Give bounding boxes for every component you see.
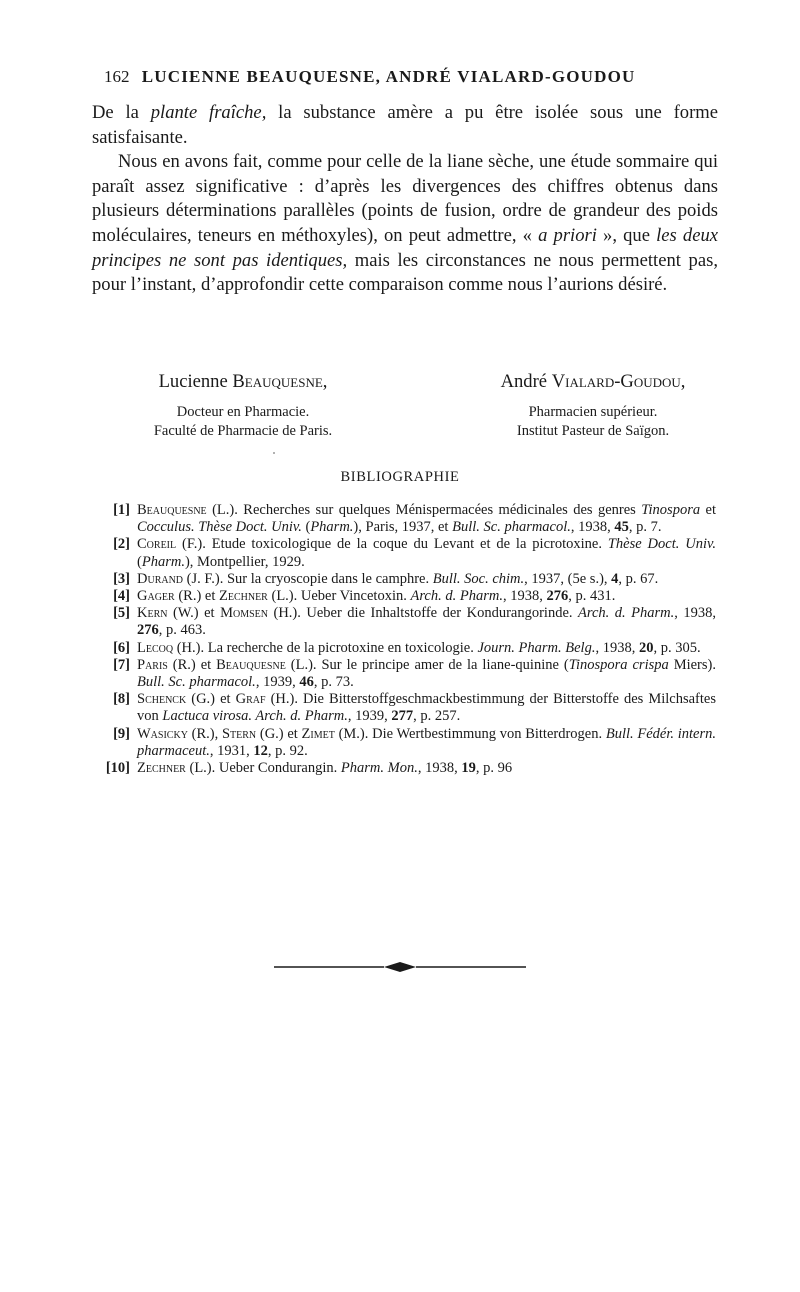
text: , p. 73. [313,674,354,691]
text: (H.). Die Bitterstoffgeschmackbestimmung der Bitterstoffe des Milchsaftes von [137,691,716,725]
text: ), Paris, 1937, et [353,519,453,536]
text: , 1939, [255,674,300,691]
volume: 12 [253,742,268,759]
author: Kern [137,605,168,622]
text: , p. 67. [618,570,659,587]
text: (G.) et [186,691,236,708]
text: , p. 7. [628,519,662,536]
text: , 1938, [674,605,716,622]
text: , 1931, [209,742,254,759]
reference-item [100,691,716,725]
author: Graf [235,691,266,708]
text: Miers). [668,656,716,673]
reference-item [100,657,716,691]
reference-list [100,502,716,777]
text: la substance amère a pu être isolée sous une forme satisfaisante. [92,102,718,148]
italic-text: Pharm. [310,519,354,536]
author: Lecoq [137,639,174,656]
text: Nous en avons fait, comme pour celle de la liane sèche, une étude sommaire qui paraît assez significative : d’après les divergences des chiffres obtenus dans plusieurs déterminations parallèles (points de fusion, ordre de grandeur des poids moléculaires, teneurs en méthoxyles), on peut admettre, « [92,151,718,246]
text: , p. 92. [267,742,308,759]
author: Schenck [137,691,187,708]
journal-title: Bull. Sc. pharmacol. [452,519,571,536]
reference-number: [1] [113,502,130,518]
volume: 4 [611,570,619,587]
author: Zechner [219,588,268,605]
text: (J. F.). Sur la cryoscopie dans le camphre. [183,570,433,587]
reference-number: [7] [113,656,130,673]
text: , 1938, [417,760,462,777]
author-name [108,370,378,394]
text: (L.). Sur le principe amer de la liane-quinine ( [285,656,569,673]
author: Zimet [301,725,335,742]
text: , p. 257. [413,708,461,725]
journal-title: Arch. d. Pharm. [410,588,503,605]
running-title: LUCIENNE BEAUQUESNE, ANDRÉ VIALARD-GOUDOU [141,67,636,86]
text: , p. 463. [158,622,206,639]
author: Gager [137,588,175,605]
author: Coreil [137,536,177,553]
author: Stern [221,725,257,742]
journal-title: Bull. Soc. chim. [432,570,525,587]
bibliography-title: BIBLIOGRAPHIE [340,469,460,485]
text: (R.) et [174,588,219,605]
paragraph [92,150,718,298]
text: , 1938, [570,519,615,536]
print-speck [273,452,275,454]
author-institution: Faculté de Pharmacie de Paris. [153,423,333,439]
author: Momsen [220,605,268,622]
text: (M.). Die Wertbestimmung von Bitterdrogen. [334,725,606,742]
volume: 45 [614,519,629,536]
author: Beauquesne [137,502,207,518]
reference-item [100,726,716,760]
volume: 46 [299,674,314,691]
signature-left [108,370,378,441]
text: (G.) et [256,725,302,742]
text: (F.). Etude toxicologique de la coque du Levant et de la picrotoxine. [176,536,608,553]
diamond-rule-ornament [272,960,528,974]
reference-number: [5] [113,605,130,622]
journal-title: Bull. Fédér. intern. pharmaceut. [137,725,716,759]
reference-item [100,588,716,605]
text: (H.). Ueber die Inhaltstoffe der Kondurangorinde. [268,605,578,622]
reference-item [100,571,716,588]
journal-title: Pharm. Mon. [340,760,418,777]
running-header [104,66,704,88]
text: , p. 431. [568,588,616,605]
text: (W.) et [167,605,221,622]
italic-text: plante fraîche, [150,102,267,123]
author: Wasicky [137,725,188,742]
italic-text: Tinospora [641,502,701,518]
text: (L.). Recherches sur quelques Ménispermacées médicinales des genres [206,502,642,518]
reference-number: [3] [113,570,130,587]
reference-number: [2] [113,536,130,553]
author: Zechner [137,760,186,777]
text: , 1938, [595,639,639,656]
text: , 1939, [347,708,392,725]
author-role: Pharmacien supérieur. [528,404,658,420]
author-last-name: Beauquesne, [232,371,328,392]
text: , p. 96 [475,760,513,777]
volume: 19 [461,760,476,777]
volume: 20 [638,639,654,656]
volume: 276 [546,588,569,605]
text: ), Montpellier, 1929. [184,553,305,570]
author-first-name: Lucienne [158,371,233,392]
italic-text: Cocculus. Thèse Doct. Univ. [137,519,302,536]
text: (L.). Ueber Condurangin. [185,760,341,777]
text: De la [92,102,151,123]
reference-item [100,536,716,570]
text: et [700,502,717,518]
text: , p. 305. [653,639,701,656]
reference-item [100,640,716,657]
text: ( [137,553,142,570]
journal-title: Journ. Pharm. Belg. [477,639,596,656]
reference-item [100,760,716,777]
author-last-name: Vialard-Goudou, [551,371,686,392]
reference-item [100,605,716,639]
author-first-name: André [500,371,552,392]
italic-text: les deux principes ne sont pas identiques, [92,224,718,271]
reference-number: [4] [113,588,130,605]
volume: 276 [137,622,159,639]
italic-text: Thèse Doct. Univ. [607,536,716,553]
italic-text: Lactuca virosa. Arch. d. Pharm. [162,708,348,725]
text: , 1938, [502,588,547,605]
reference-number: [10] [105,760,130,777]
body-text [92,101,718,298]
paragraph [92,101,718,150]
diamond-icon [384,962,416,972]
text: (R.) et [167,656,217,673]
author-institution: Institut Pasteur de Saïgon. [516,423,670,439]
signature-right [443,370,743,441]
author: Beauquesne [216,656,286,673]
reference-number: [8] [113,691,130,708]
author: Paris [137,656,168,673]
text: (H.). La recherche de la picrotoxine en toxicologie. [173,639,478,656]
italic-text: Tinospora crispa [568,656,669,673]
text: ( [301,519,311,536]
author-role: Docteur en Pharmacie. [176,404,310,420]
author: Durand [137,570,184,587]
text: mais les circonstances ne nous permettent pas, pour l’instant, d’approfondir cette comparaison comme nous l’aurions désiré. [92,249,718,296]
journal-title: Arch. d. Pharm. [578,605,675,622]
author-name [443,370,743,394]
italic-text: a priori [538,224,597,246]
page-number: 162 [104,67,130,86]
journal-title: Bull. Sc. pharmacol. [137,674,256,691]
volume: 277 [391,708,414,725]
text: , 1937, (5e s.), [524,570,612,587]
text: (R.), [187,725,222,742]
text: », que [596,224,657,246]
italic-text: Pharm. [141,553,185,570]
reference-number: [6] [113,639,130,656]
reference-item [100,502,716,536]
reference-number: [9] [113,725,130,742]
text: (L.). Ueber Vincetoxin. [267,588,411,605]
